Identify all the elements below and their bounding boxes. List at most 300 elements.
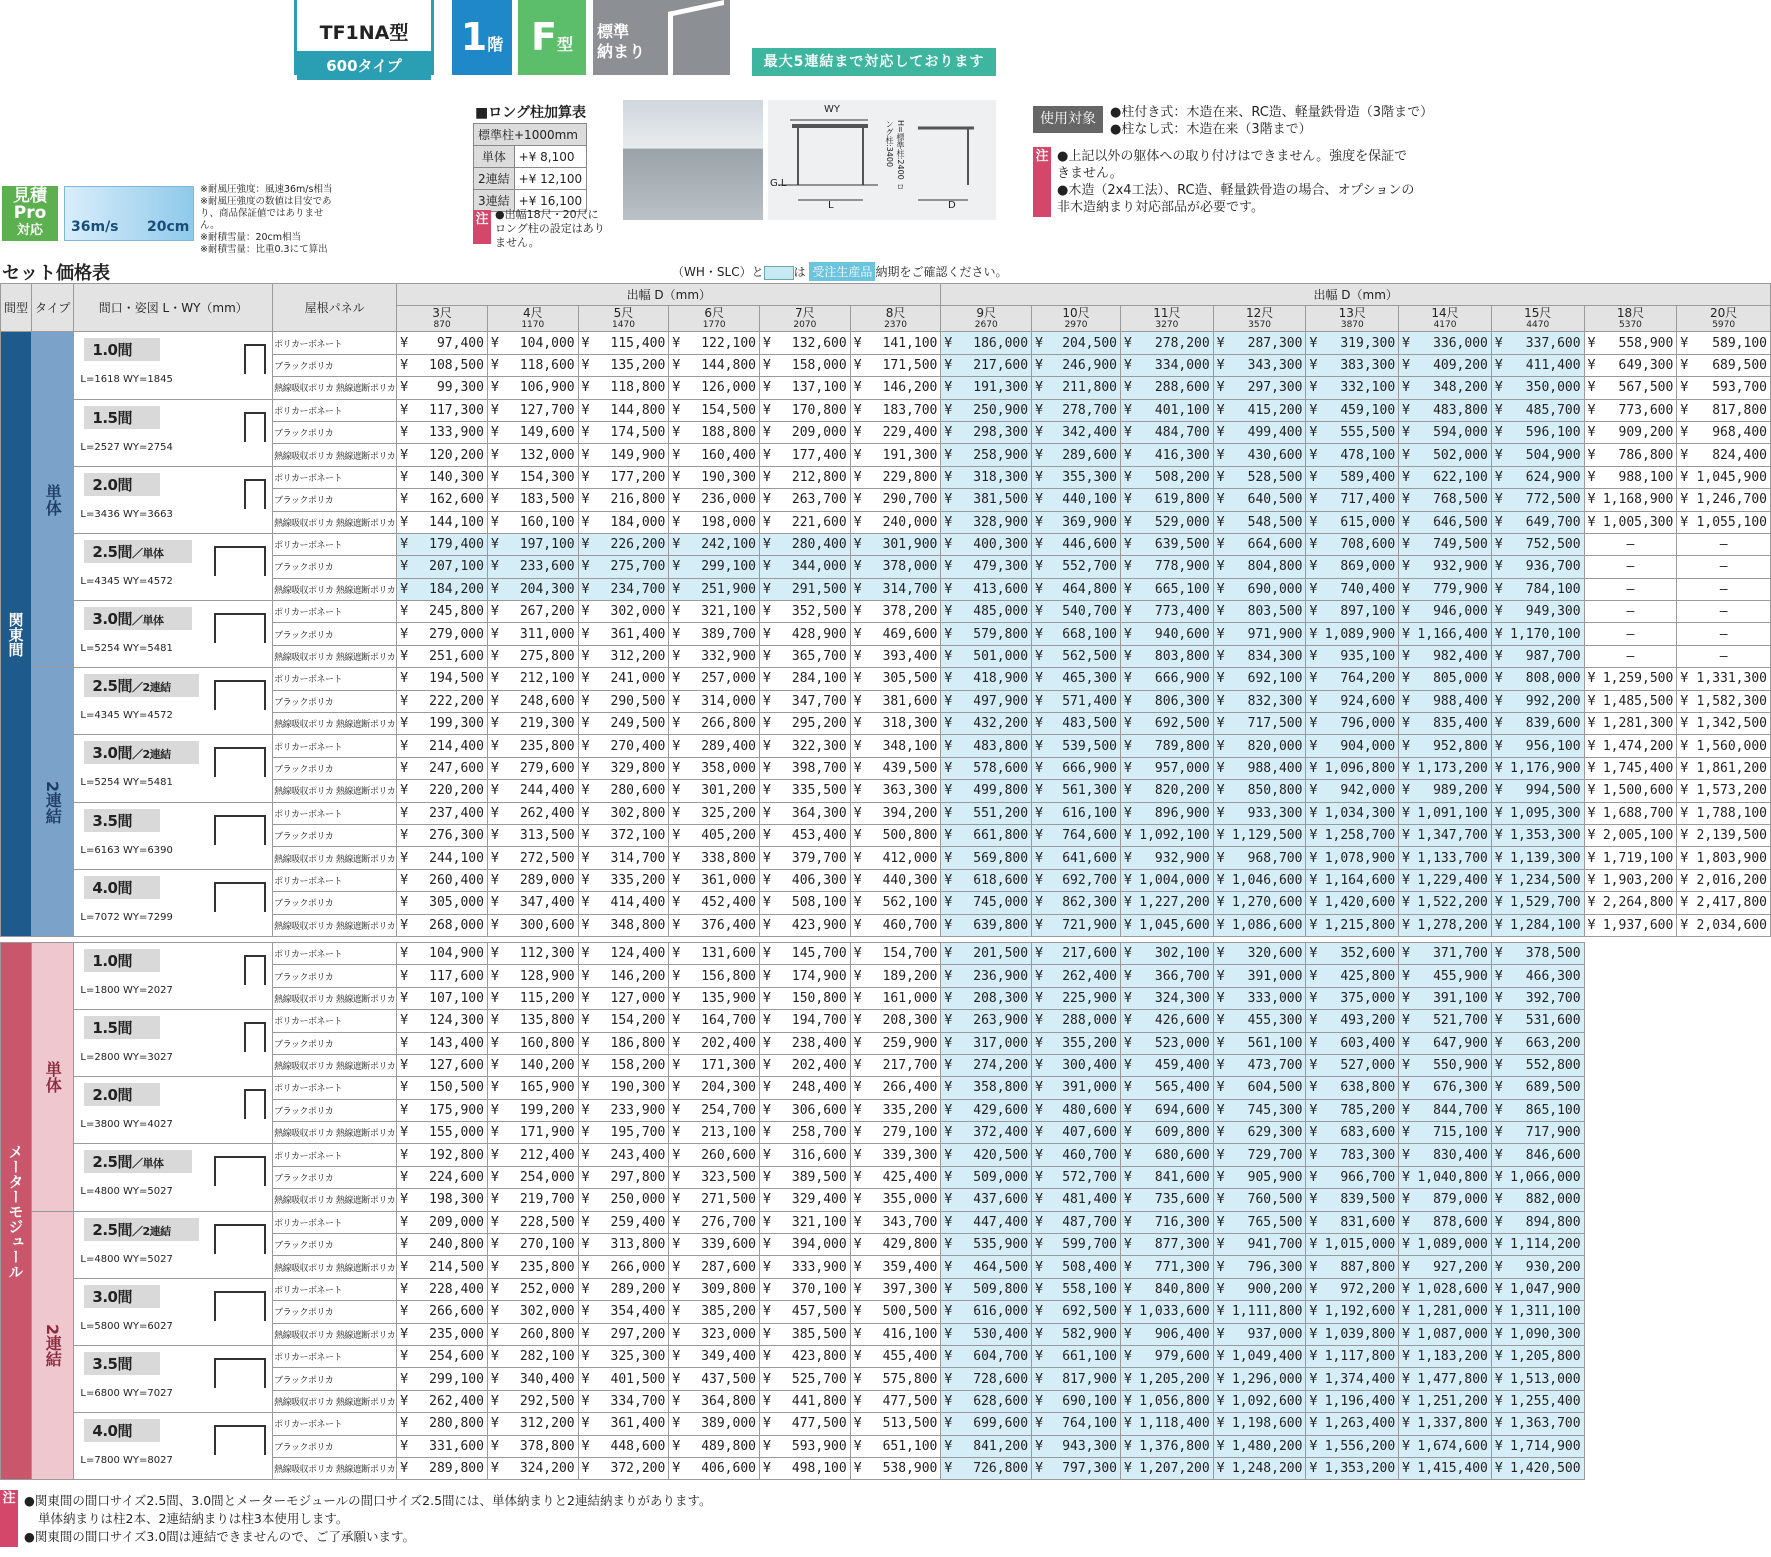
yen-sign: ¥ — [400, 805, 409, 821]
yen-sign: ¥ — [1216, 335, 1225, 351]
price-value: 122,100 — [701, 335, 756, 351]
yen-sign: ¥ — [763, 1326, 771, 1342]
price-cell — [487, 942, 578, 964]
yen-sign: ¥ — [1035, 335, 1043, 351]
price-cell — [1306, 421, 1399, 443]
panel-label: ブラックポリカ — [273, 489, 397, 511]
price-value: 521,700 — [1433, 1013, 1488, 1029]
price-cell — [1213, 847, 1306, 869]
yen-sign: ¥ — [1402, 1058, 1410, 1074]
price-cell — [669, 377, 760, 399]
yen-sign: ¥ — [1494, 469, 1503, 485]
price-value: 238,400 — [791, 1035, 847, 1051]
yen-sign: ¥ — [1309, 1237, 1318, 1253]
price-value: 364,300 — [791, 805, 847, 821]
price-value: 350,000 — [1525, 380, 1581, 396]
frame-outline-icon — [214, 1156, 266, 1186]
yen-sign: ¥ — [763, 335, 771, 351]
price-value: 2,016,200 — [1696, 872, 1767, 888]
yen-sign: ¥ — [1216, 946, 1225, 962]
yen-sign: ¥ — [1494, 1393, 1503, 1409]
yen-sign: ¥ — [490, 357, 499, 373]
price-value: 764,100 — [1062, 1416, 1117, 1432]
price-cell — [669, 1054, 760, 1076]
yen-sign: ¥ — [1124, 1461, 1132, 1477]
price-cell — [941, 892, 1032, 914]
price-value: 258,700 — [791, 1125, 847, 1141]
price-value: 527,000 — [1340, 1058, 1396, 1074]
price-cell — [578, 1368, 669, 1390]
yen-sign: ¥ — [400, 1170, 409, 1186]
price-cell — [1213, 1256, 1306, 1278]
price-value: 391,100 — [1433, 990, 1488, 1006]
price-cell — [1399, 1144, 1492, 1166]
price-value: 784,100 — [1525, 581, 1581, 597]
price-value: 372,400 — [973, 1125, 1029, 1141]
price-cell — [1306, 847, 1399, 869]
price-cell — [1677, 668, 1771, 690]
price-value: 1,500,600 — [1602, 783, 1674, 799]
size-dimensions: L=6800 WY=7027 — [80, 1387, 173, 1399]
price-value: 803,500 — [1247, 604, 1303, 620]
yen-sign: ¥ — [1216, 1035, 1225, 1051]
price-value: 796,000 — [1340, 716, 1396, 732]
price-value: 571,400 — [1062, 693, 1117, 709]
price-value: 412,000 — [882, 850, 938, 866]
yen-sign: ¥ — [763, 917, 771, 933]
price-cell — [1491, 578, 1584, 600]
size-dimensions: L=1618 WY=1845 — [80, 374, 173, 386]
price-value: 117,300 — [429, 402, 484, 418]
price-cell — [1213, 421, 1306, 443]
price-value: 154,700 — [882, 946, 938, 962]
price-cell — [1306, 1054, 1399, 1076]
panel-label: ブラックポリカ — [273, 1234, 397, 1256]
yen-sign: ¥ — [672, 1371, 681, 1387]
price-value: 841,600 — [1154, 1170, 1210, 1186]
table-row — [1, 735, 1771, 757]
yen-sign: ¥ — [1216, 1438, 1225, 1454]
price-value: 392,700 — [1525, 990, 1581, 1006]
price-value: 773,600 — [1618, 402, 1674, 418]
price-value: 887,800 — [1340, 1259, 1396, 1275]
yen-sign: ¥ — [1494, 581, 1503, 597]
price-cell — [1121, 399, 1214, 421]
yen-sign: ¥ — [400, 649, 409, 665]
panel-label: 熱線吸収ポリカ 熱線遮断ポリカ — [273, 377, 397, 399]
price-cell — [397, 824, 488, 846]
price-cell — [1213, 1368, 1306, 1390]
yen-sign: ¥ — [944, 850, 953, 866]
yen-sign: ¥ — [1680, 917, 1689, 933]
yen-sign: ¥ — [672, 1326, 681, 1342]
price-cell — [487, 511, 578, 533]
gl-label: G.L — [770, 178, 787, 189]
size-cell — [74, 1144, 273, 1211]
price-value: 862,300 — [1062, 895, 1117, 911]
price-value: 347,400 — [519, 895, 575, 911]
yen-sign: ¥ — [1494, 380, 1503, 396]
col-depth — [1677, 306, 1771, 332]
price-value: 460,700 — [1062, 1147, 1117, 1163]
yen-sign: ¥ — [400, 492, 409, 508]
price-cell — [760, 466, 851, 488]
price-value: 1,234,500 — [1510, 872, 1581, 888]
size-value: 3.5間 — [92, 811, 132, 830]
yen-sign: ¥ — [490, 604, 499, 620]
yen-sign: ¥ — [490, 1304, 499, 1320]
price-cell — [487, 556, 578, 578]
price-cell — [1032, 1077, 1121, 1099]
yen-sign: ¥ — [1124, 671, 1132, 687]
price-cell — [1491, 1032, 1584, 1054]
yen-sign: ¥ — [1035, 693, 1043, 709]
price-cell — [1306, 533, 1399, 555]
yen-sign: ¥ — [944, 1281, 953, 1297]
price-cell — [1121, 1122, 1214, 1144]
price-value: 106,900 — [519, 380, 575, 396]
price-cell — [850, 511, 941, 533]
yen-sign: ¥ — [1680, 783, 1689, 799]
price-cell — [578, 354, 669, 376]
yen-sign: ¥ — [1402, 1304, 1410, 1320]
size-value: 2.0間 — [92, 1086, 132, 1105]
yen-sign: ¥ — [853, 805, 862, 821]
price-value: 115,200 — [519, 990, 575, 1006]
price-value: 291,500 — [791, 581, 847, 597]
price-cell — [578, 466, 669, 488]
price-cell — [1121, 511, 1214, 533]
yen-sign: ¥ — [1494, 1080, 1503, 1096]
price-value: 141,100 — [882, 335, 938, 351]
yen-sign: ¥ — [1309, 895, 1318, 911]
panel-label: ブラックポリカ — [273, 824, 397, 846]
yen-sign: ¥ — [1309, 1461, 1318, 1477]
price-cell — [850, 399, 941, 421]
size-name — [84, 540, 191, 563]
price-cell — [1677, 354, 1771, 376]
price-value: 604,500 — [1247, 1080, 1303, 1096]
price-cell — [397, 1457, 488, 1479]
price-value: 248,400 — [791, 1080, 847, 1096]
price-value: 647,900 — [1433, 1035, 1488, 1051]
col-depth — [578, 306, 669, 332]
price-value: 935,100 — [1340, 649, 1396, 665]
price-cell — [1677, 466, 1771, 488]
yen-sign: ¥ — [1402, 1349, 1410, 1365]
yen-sign: ¥ — [853, 917, 862, 933]
price-value: 267,200 — [519, 604, 575, 620]
price-value: 235,800 — [519, 1259, 575, 1275]
size-dimensions: L=1800 WY=2027 — [80, 984, 173, 996]
size-cell — [74, 668, 273, 735]
panel-label: ポリカーボネート — [273, 533, 397, 555]
yen-sign: ¥ — [1124, 447, 1132, 463]
price-cell — [1213, 601, 1306, 623]
price-value: 455,300 — [1247, 1013, 1303, 1029]
price-value: 646,500 — [1433, 514, 1488, 530]
yen-sign: ¥ — [400, 946, 409, 962]
yen-sign: ¥ — [581, 738, 590, 754]
price-value: 234,700 — [610, 581, 666, 597]
yen-sign: ¥ — [1216, 1214, 1225, 1230]
size-name — [84, 1083, 160, 1106]
yen-sign: ¥ — [1402, 761, 1410, 776]
price-value: 378,800 — [519, 1438, 575, 1454]
panel-label: ブラックポリカ — [273, 1166, 397, 1188]
yen-sign: ¥ — [1494, 447, 1503, 463]
price-value: 235,800 — [519, 738, 575, 754]
price-cell — [578, 1457, 669, 1479]
yen-sign: ¥ — [1035, 626, 1043, 642]
yen-sign: ¥ — [763, 783, 771, 799]
price-value: 183,500 — [519, 492, 575, 508]
yen-sign: ¥ — [853, 1147, 862, 1163]
yen-sign: ¥ — [581, 1304, 590, 1320]
strength-notes — [200, 184, 340, 256]
yen-sign: ¥ — [944, 1371, 953, 1387]
yen-sign: ¥ — [1494, 716, 1503, 732]
price-cell — [1121, 1368, 1214, 1390]
price-cell — [1399, 1010, 1492, 1032]
price-value: 323,500 — [701, 1170, 756, 1186]
col-mm: 3270 — [1155, 319, 1179, 330]
price-cell — [1399, 1323, 1492, 1345]
long-pillar-value: +¥ 16,100 — [514, 190, 587, 212]
panel-label: 熱線吸収ポリカ 熱線遮断ポリカ — [273, 847, 397, 869]
yen-sign: ¥ — [853, 872, 862, 888]
price-cell — [1032, 713, 1121, 735]
yen-sign: ¥ — [400, 402, 409, 418]
yen-sign: ¥ — [1216, 716, 1225, 732]
price-cell — [487, 1301, 578, 1323]
price-cell — [1306, 578, 1399, 600]
yen-sign: ¥ — [1494, 425, 1503, 441]
empty-cell — [1677, 1368, 1771, 1390]
price-cell — [850, 1368, 941, 1390]
price-value: 689,500 — [1712, 357, 1767, 373]
price-value: 1,183,200 — [1417, 1349, 1488, 1365]
price-cell — [1121, 623, 1214, 645]
yen-sign: ¥ — [1035, 738, 1043, 754]
price-cell — [1677, 511, 1771, 533]
price-cell — [1306, 802, 1399, 824]
price-cell — [1032, 942, 1121, 964]
price-cell — [578, 1144, 669, 1166]
floor-number: 1 — [460, 15, 488, 59]
price-cell — [760, 1457, 851, 1479]
table-row — [1, 332, 1771, 354]
size-value: 4.0間 — [92, 1422, 132, 1441]
price-cell — [397, 1077, 488, 1099]
price-cell — [1306, 892, 1399, 914]
price-value: 268,000 — [429, 917, 484, 933]
price-cell — [1399, 645, 1492, 667]
yen-sign: ¥ — [1587, 514, 1596, 530]
price-cell — [1491, 690, 1584, 712]
price-cell — [760, 1390, 851, 1412]
price-value: 1,229,400 — [1417, 872, 1488, 888]
usage-note-mark: 注 — [1033, 147, 1051, 217]
yen-sign: ¥ — [1402, 626, 1410, 642]
yen-sign: ¥ — [1402, 716, 1410, 732]
price-value: 372,100 — [610, 828, 666, 844]
price-cell — [397, 377, 488, 399]
price-cell — [1213, 1077, 1306, 1099]
yen-sign: ¥ — [853, 559, 862, 575]
yen-sign: ¥ — [672, 1013, 681, 1029]
price-cell — [669, 942, 760, 964]
yen-sign: ¥ — [672, 946, 681, 962]
price-value: 1,033,600 — [1139, 1304, 1210, 1320]
price-value: 1,270,600 — [1231, 895, 1303, 911]
col-mm: 3870 — [1340, 319, 1364, 330]
yen-sign: ¥ — [1587, 828, 1596, 844]
empty-cell — [1584, 1054, 1677, 1076]
price-cell — [1491, 1278, 1584, 1300]
price-cell — [487, 1010, 578, 1032]
price-value: 1,049,400 — [1231, 1349, 1303, 1365]
yen-sign: ¥ — [1216, 402, 1225, 418]
price-cell — [397, 668, 488, 690]
price-value: 699,600 — [973, 1416, 1029, 1432]
price-value: 344,000 — [791, 559, 847, 575]
yen-sign: ¥ — [1124, 559, 1132, 575]
price-cell — [397, 1413, 488, 1435]
price-cell — [1032, 1256, 1121, 1278]
yen-sign: ¥ — [1309, 1147, 1318, 1163]
yen-sign: ¥ — [1494, 1192, 1503, 1208]
col-depth — [1399, 306, 1492, 332]
price-value: 1,045,900 — [1696, 469, 1767, 485]
price-cell — [760, 892, 851, 914]
price-cell — [1032, 668, 1121, 690]
yen-sign: ¥ — [763, 1393, 771, 1409]
price-cell — [850, 1099, 941, 1121]
price-cell — [1677, 556, 1771, 578]
price-cell — [1491, 645, 1584, 667]
yen-sign: ¥ — [1494, 357, 1503, 373]
yen-sign: ¥ — [581, 626, 590, 642]
yen-sign: ¥ — [1216, 1080, 1225, 1096]
price-cell — [487, 645, 578, 667]
yen-sign: ¥ — [400, 671, 409, 687]
price-value: 729,700 — [1247, 1147, 1303, 1163]
yen-sign: ¥ — [581, 946, 590, 962]
price-value: 942,000 — [1340, 783, 1396, 799]
price-cell — [487, 757, 578, 779]
yen-sign: ¥ — [400, 1192, 409, 1208]
yen-sign: ¥ — [1309, 1259, 1318, 1275]
yen-sign: ¥ — [1035, 537, 1043, 553]
price-cell — [1121, 802, 1214, 824]
price-cell — [1399, 735, 1492, 757]
price-value: 325,200 — [701, 805, 756, 821]
yen-sign: ¥ — [1494, 805, 1503, 821]
price-cell — [1677, 645, 1771, 667]
yen-sign: ¥ — [1124, 1080, 1132, 1096]
yen-sign: ¥ — [944, 335, 953, 351]
price-cell — [941, 1368, 1032, 1390]
yen-sign: ¥ — [490, 946, 499, 962]
col-depth — [1032, 306, 1121, 332]
empty-cell — [1584, 1032, 1677, 1054]
price-cell — [578, 1278, 669, 1300]
price-value: 335,200 — [610, 872, 666, 888]
col-area: 間型 — [1, 284, 32, 332]
col-shaku: 7尺 — [795, 305, 815, 320]
yen-sign: ¥ — [1216, 357, 1225, 373]
price-value: 216,800 — [610, 492, 666, 508]
price-value: 1,284,100 — [1510, 917, 1581, 933]
frame-outline-icon — [244, 1089, 266, 1119]
frame-outline-icon — [244, 479, 266, 509]
panel-label: ブラックポリカ — [273, 421, 397, 443]
yen-sign: ¥ — [1309, 1013, 1318, 1029]
price-cell — [850, 802, 941, 824]
yen-sign: ¥ — [581, 805, 590, 821]
yen-sign: ¥ — [400, 1304, 409, 1320]
size-dimensions: L=5800 WY=6027 — [80, 1320, 173, 1332]
price-cell — [1121, 847, 1214, 869]
price-value: 1,173,200 — [1417, 761, 1488, 776]
price-cell — [669, 1278, 760, 1300]
col-mm: 2070 — [793, 319, 817, 330]
price-cell — [1032, 1032, 1121, 1054]
price-cell — [578, 377, 669, 399]
price-cell — [1213, 623, 1306, 645]
price-cell — [850, 601, 941, 623]
yen-sign: ¥ — [1035, 968, 1043, 984]
price-value: 405,200 — [701, 828, 756, 844]
yen-sign: ¥ — [1494, 1013, 1503, 1029]
price-cell — [1032, 1144, 1121, 1166]
price-value: 453,400 — [791, 828, 847, 844]
yen-sign: ¥ — [853, 1058, 862, 1074]
price-cell — [850, 1032, 941, 1054]
yen-sign: ¥ — [853, 1214, 862, 1230]
yen-sign: ¥ — [672, 1304, 681, 1320]
yen-sign: ¥ — [1494, 649, 1503, 665]
yen-sign: ¥ — [400, 1326, 409, 1342]
yen-sign: ¥ — [1402, 850, 1410, 866]
empty-cell — [1677, 1054, 1771, 1076]
price-value: 469,600 — [882, 626, 938, 642]
yen-sign: ¥ — [1216, 1304, 1225, 1320]
price-value: 361,400 — [610, 1416, 666, 1432]
usage-note1: ●上記以外の躯体への取り付けはできません。強度を保証できません。 — [1057, 149, 1408, 181]
price-cell — [1306, 713, 1399, 735]
panel-label: ポリカーボネート — [273, 668, 397, 690]
price-value: 335,500 — [791, 783, 847, 799]
yen-sign: ¥ — [672, 604, 681, 620]
price-cell — [1306, 1435, 1399, 1457]
empty-cell — [1677, 1390, 1771, 1412]
price-value: 213,100 — [701, 1125, 756, 1141]
price-cell — [397, 1099, 488, 1121]
price-cell — [1213, 1099, 1306, 1121]
yen-sign: ¥ — [1587, 335, 1596, 351]
price-value: 946,000 — [1433, 604, 1488, 620]
yen-sign: ¥ — [944, 1125, 953, 1141]
yen-sign: ¥ — [581, 990, 590, 1006]
yen-sign: ¥ — [400, 357, 409, 373]
panel-label: 熱線吸収ポリカ 熱線遮断ポリカ — [273, 645, 397, 667]
price-value: 1,089,900 — [1324, 626, 1396, 642]
price-cell — [1584, 914, 1677, 936]
price-value: 266,400 — [882, 1080, 938, 1096]
yen-sign: ¥ — [1402, 514, 1410, 530]
